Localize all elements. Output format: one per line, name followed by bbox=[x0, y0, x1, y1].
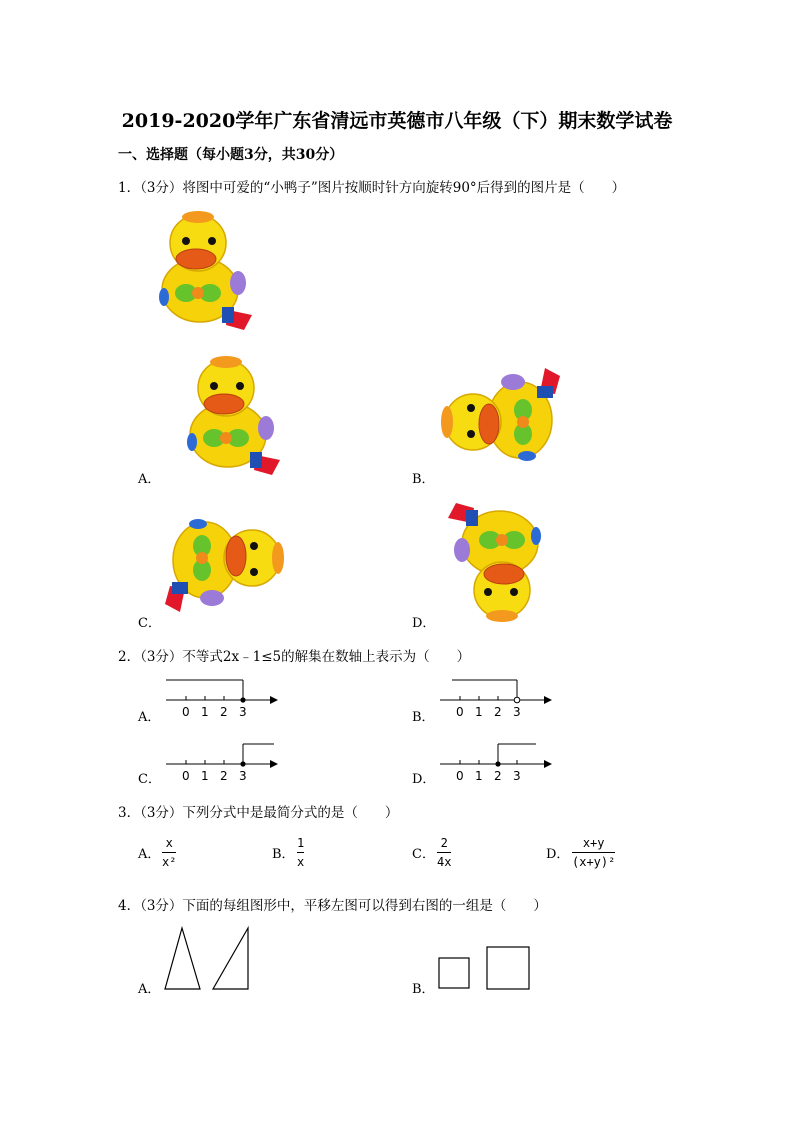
option-d-label: D． bbox=[412, 772, 436, 787]
denominator: x bbox=[297, 855, 305, 869]
option-a-label: A． bbox=[138, 472, 161, 487]
duck-original-image bbox=[140, 205, 260, 335]
tick-2: 2 bbox=[494, 705, 502, 719]
tick-0: 0 bbox=[456, 705, 464, 719]
triangles-figure bbox=[160, 925, 260, 995]
number-line-d bbox=[434, 736, 554, 784]
tick-0: 0 bbox=[456, 769, 464, 783]
option-c-label: C． bbox=[412, 847, 435, 862]
question-3-text: 3．（3分）下列分式中是最简分式的是（ ） bbox=[118, 805, 399, 821]
numerator: x bbox=[165, 836, 173, 850]
option-a-label: A． bbox=[138, 710, 161, 725]
question-1-text: 1．（3分）将图中可爱的“小鸭子”图片按顺时针方向旋转90°后得到的图片是（ ） bbox=[118, 180, 626, 196]
number-line-b bbox=[434, 672, 554, 720]
numerator: 1 bbox=[297, 836, 305, 850]
numerator: x+y bbox=[582, 836, 605, 850]
option-b-label: B． bbox=[412, 472, 435, 487]
denominator: 4x bbox=[437, 855, 452, 869]
tick-3: 3 bbox=[239, 705, 247, 719]
option-b-label: B． bbox=[412, 710, 435, 725]
tick-3: 3 bbox=[513, 705, 521, 719]
tick-3: 3 bbox=[513, 769, 521, 783]
tick-1: 1 bbox=[201, 705, 209, 719]
fraction-c bbox=[437, 836, 451, 869]
option-b-label: B． bbox=[272, 847, 295, 862]
numerator: 2 bbox=[440, 836, 448, 850]
duck-option-b-image bbox=[435, 355, 565, 475]
tick-2: 2 bbox=[220, 705, 228, 719]
small-square bbox=[439, 958, 469, 988]
option-a-label: A． bbox=[138, 982, 161, 997]
page-title: 2019-2020学年广东省清远市英德市八年级（下）期末数学试卷 bbox=[121, 110, 673, 132]
option-b-label: B． bbox=[412, 982, 435, 997]
tick-2: 2 bbox=[220, 769, 228, 783]
squares-figure bbox=[436, 944, 536, 994]
duck-option-d-image bbox=[440, 498, 560, 628]
tick-0: 0 bbox=[182, 705, 190, 719]
tick-1: 1 bbox=[475, 705, 483, 719]
large-square bbox=[487, 947, 529, 989]
tick-0: 0 bbox=[182, 769, 190, 783]
question-2-text: 2．（3分）不等式2x﹣1≤5的解集在数轴上表示为（ ） bbox=[118, 649, 471, 665]
fraction-b bbox=[297, 836, 304, 869]
denominator: (x+y)² bbox=[572, 855, 616, 869]
number-line-a bbox=[160, 672, 280, 720]
duck-option-a-image bbox=[168, 350, 288, 480]
denominator: x² bbox=[162, 855, 177, 869]
option-c-label: C． bbox=[138, 616, 161, 631]
tick-1: 1 bbox=[201, 769, 209, 783]
duck-option-c-image bbox=[160, 505, 290, 625]
fraction-d bbox=[572, 836, 615, 869]
option-d-label: D． bbox=[546, 847, 570, 862]
option-a-label: A． bbox=[138, 847, 161, 862]
fraction-a bbox=[162, 836, 176, 869]
question-4-text: 4．（3分）下面的每组图形中，平移左图可以得到右图的一组是（ ） bbox=[118, 898, 547, 914]
tick-2: 2 bbox=[494, 769, 502, 783]
tick-1: 1 bbox=[475, 769, 483, 783]
tick-3: 3 bbox=[239, 769, 247, 783]
section-heading: 一、选择题（每小题3分，共30分） bbox=[118, 147, 344, 163]
option-d-label: D． bbox=[412, 616, 436, 631]
option-c-label: C． bbox=[138, 772, 161, 787]
number-line-c bbox=[160, 736, 280, 784]
isosceles-triangle bbox=[165, 928, 200, 989]
right-triangle bbox=[213, 928, 248, 989]
